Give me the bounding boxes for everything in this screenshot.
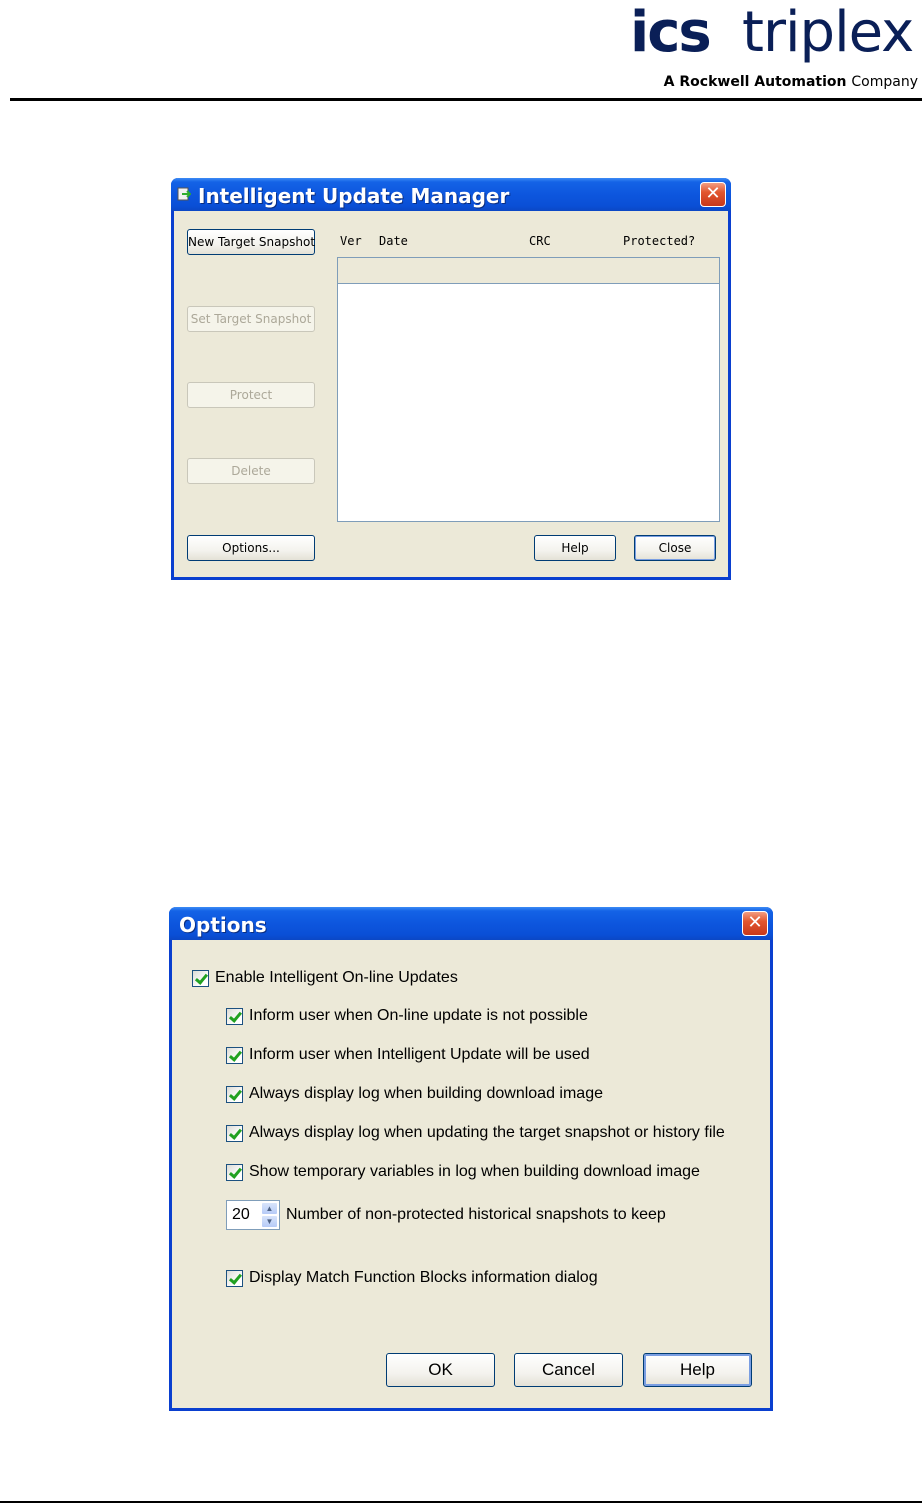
new-target-snapshot-button[interactable]: New Target Snapshot: [187, 229, 315, 255]
snapshots-keep-value[interactable]: 20: [232, 1206, 250, 1223]
checkbox-icon[interactable]: [226, 1164, 243, 1181]
options-title-bar: [169, 907, 773, 940]
title-bar: [171, 178, 731, 211]
snapshots-keep-stepper[interactable]: [226, 1200, 280, 1230]
snapshots-keep-row: [226, 1200, 666, 1230]
option-label: Enable Intelligent On-line Updates: [215, 969, 458, 986]
protect-button[interactable]: Protect: [187, 382, 315, 408]
options-button[interactable]: Options...: [187, 535, 315, 561]
column-header-date[interactable]: Date: [379, 234, 408, 248]
cancel-button[interactable]: Cancel: [514, 1353, 623, 1387]
checkbox-icon[interactable]: [226, 1008, 243, 1025]
checkbox-icon[interactable]: [192, 970, 209, 987]
option-label: Show temporary variables in log when building download image: [249, 1163, 700, 1180]
ok-button[interactable]: OK: [386, 1353, 495, 1387]
list-header-row: [338, 258, 719, 284]
checkbox-icon[interactable]: [226, 1047, 243, 1064]
option-inform-will-be-used[interactable]: [226, 1046, 590, 1064]
help-button[interactable]: Help: [643, 1353, 752, 1387]
chevron-down-icon[interactable]: ▼: [261, 1215, 278, 1228]
close-icon[interactable]: ✕: [700, 182, 726, 207]
column-header-protected[interactable]: Protected?: [623, 234, 696, 248]
enable-updates-option[interactable]: [192, 969, 458, 987]
option-temp-variables[interactable]: [226, 1163, 700, 1181]
option-inform-not-possible[interactable]: [226, 1007, 588, 1025]
checkbox-icon[interactable]: [226, 1125, 243, 1142]
close-icon[interactable]: ✕: [742, 911, 768, 936]
company-logo: [618, 2, 918, 94]
header-divider: [10, 98, 922, 101]
logo-tagline-bold: A Rockwell Automation: [663, 74, 847, 90]
snapshot-list[interactable]: [337, 257, 720, 522]
checkbox-icon[interactable]: [226, 1086, 243, 1103]
close-button[interactable]: Close: [634, 535, 716, 561]
help-button[interactable]: Help: [534, 535, 616, 561]
snapshots-keep-label: Number of non-protected historical snapshots to keep: [286, 1206, 666, 1223]
stepper-arrows: [261, 1202, 278, 1228]
delete-button[interactable]: Delete: [187, 458, 315, 484]
logo-tagline: [664, 74, 918, 90]
option-label: Always display log when updating the target snapshot or history file: [249, 1124, 725, 1141]
column-header-ver[interactable]: Ver: [340, 234, 362, 248]
logo-triplex-text: triplex: [742, 0, 914, 65]
column-header-crc[interactable]: CRC: [529, 234, 551, 248]
option-label: Inform user when Intelligent Update will be used: [249, 1046, 590, 1063]
options-dialog: [169, 907, 773, 1411]
option-label: Inform user when On-line update is not possible: [249, 1007, 588, 1024]
option-log-download-image[interactable]: [226, 1085, 603, 1103]
options-dialog-title: Options: [179, 913, 267, 937]
logo-ics-text: ics: [630, 0, 710, 65]
chevron-up-icon[interactable]: ▲: [261, 1202, 278, 1215]
checkbox-icon[interactable]: [226, 1270, 243, 1287]
option-label: Display Match Function Blocks information dialog: [249, 1269, 598, 1286]
intelligent-update-manager-window: [171, 178, 731, 580]
set-target-snapshot-button[interactable]: Set Target Snapshot: [187, 306, 315, 332]
option-match-function-blocks[interactable]: [226, 1269, 598, 1287]
logo-tagline-thin: Company: [851, 74, 918, 90]
option-label: Always display log when building download image: [249, 1085, 603, 1102]
option-log-snapshot-history[interactable]: [226, 1124, 725, 1142]
app-icon: [177, 187, 191, 201]
snapshots-keep-field[interactable]: [226, 1200, 280, 1230]
window-title: Intelligent Update Manager: [198, 184, 510, 208]
